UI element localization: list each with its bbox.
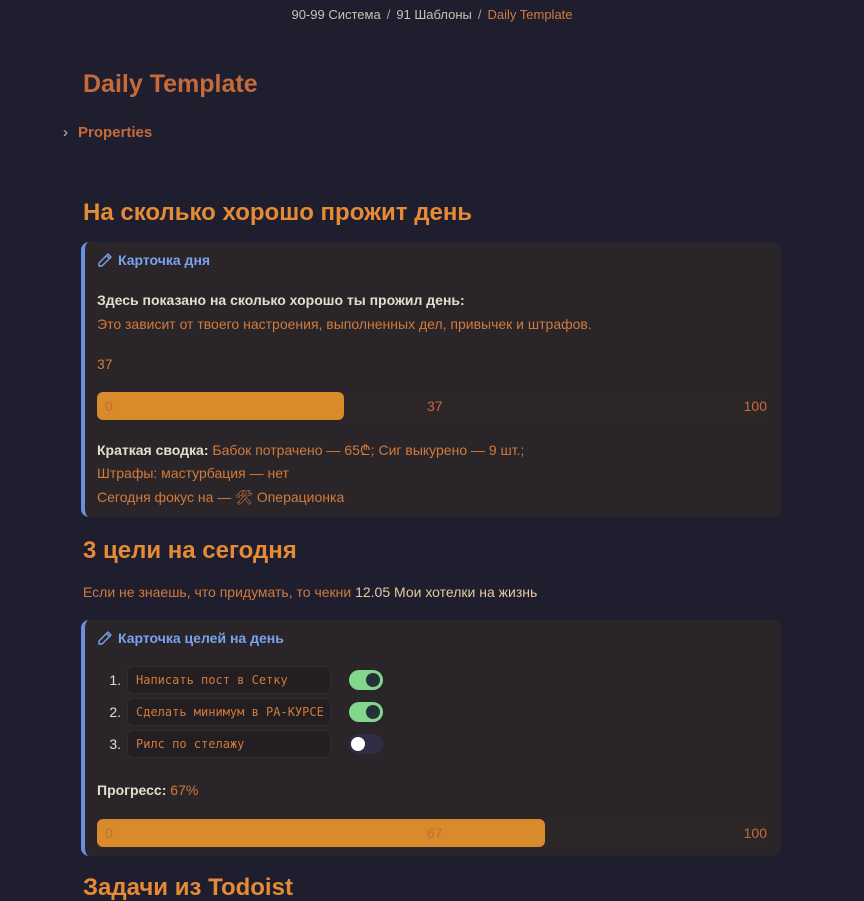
day-score-progress-bar xyxy=(97,392,765,420)
properties-label: Properties xyxy=(78,124,153,141)
summary-penalties: Штрафы: мастурбация — нет xyxy=(97,465,289,481)
goals-progress-bar xyxy=(97,819,765,847)
goal-toggle-3[interactable] xyxy=(349,734,383,754)
callout-title-text: Карточка целей на день xyxy=(118,630,284,646)
callout-title[interactable] xyxy=(97,630,284,646)
callout-title-text: Карточка дня xyxy=(118,252,211,268)
goal-toggle-1[interactable] xyxy=(349,670,383,690)
day-score-value: 37 xyxy=(97,356,113,372)
progress-value-label: 67 xyxy=(427,825,443,841)
pencil-icon xyxy=(97,630,113,646)
properties-toggle[interactable] xyxy=(63,124,152,141)
summary-line-1 xyxy=(97,441,524,460)
chevron-right-icon: › xyxy=(63,124,68,141)
goals-progress-text xyxy=(97,782,198,798)
breadcrumb-item-system[interactable]: 90-99 Система xyxy=(291,7,381,22)
section-heading-todoist: Задачи из Todoist xyxy=(83,874,293,901)
progress-percent: 67% xyxy=(170,782,199,798)
toggle-knob xyxy=(366,705,380,719)
goal-number: 2. xyxy=(109,704,121,720)
goal-row-2 xyxy=(97,698,383,726)
breadcrumb xyxy=(0,7,864,22)
progress-min-label: 0 xyxy=(105,398,113,414)
summary-focus: Сегодня фокус на — 🛠 Операционка xyxy=(97,489,345,505)
progress-max-label: 100 xyxy=(743,825,767,841)
goal-input-2[interactable]: Сделать минимум в РА-КУРСЕ xyxy=(127,698,331,726)
progress-value-label: 37 xyxy=(427,398,443,414)
goal-input-1[interactable]: Написать пост в Сетку xyxy=(127,666,331,694)
goals-hint xyxy=(83,584,537,600)
day-card-intro-bold: Здесь показано на сколько хорошо ты прожил день: xyxy=(97,292,465,308)
goal-number: 3. xyxy=(109,736,121,752)
pencil-icon xyxy=(97,252,113,268)
section-heading-day-score: На сколько хорошо прожит день xyxy=(83,199,473,226)
progress-max-label: 100 xyxy=(743,398,767,414)
goals-progress-fill xyxy=(97,819,545,847)
breadcrumb-item-templates[interactable]: 91 Шаблоны xyxy=(396,7,472,22)
summary-label: Краткая сводка: xyxy=(97,442,209,458)
wishlist-link[interactable]: 12.05 Мои хотелки на жизнь xyxy=(355,584,538,600)
goal-input-3[interactable]: Рилс по стелажу xyxy=(127,730,331,758)
day-card-intro-text: Это зависит от твоего настроения, выполненных дел, привычек и штрафов. xyxy=(97,316,592,332)
section-heading-goals: 3 цели на сегодня xyxy=(83,537,297,564)
day-card-callout xyxy=(81,242,781,517)
goal-row-3 xyxy=(97,730,383,758)
goals-hint-text: Если не знаешь, что придумать, то чекни xyxy=(83,584,356,600)
breadcrumb-current: Daily Template xyxy=(487,7,573,22)
goal-row-1 xyxy=(97,666,383,694)
summary-money-cigs: Бабок потрачено — 65₾; Сиг выкурено — 9 шт.; xyxy=(212,442,525,458)
day-score-progress-fill xyxy=(97,392,344,420)
toggle-knob xyxy=(351,737,365,751)
page-title: Daily Template xyxy=(83,70,258,98)
goals-card-callout xyxy=(81,620,781,856)
goal-toggle-2[interactable] xyxy=(349,702,383,722)
callout-title[interactable] xyxy=(97,252,210,268)
progress-label: Прогресс: xyxy=(97,782,167,798)
goal-number: 1. xyxy=(109,672,121,688)
toggle-knob xyxy=(366,673,380,687)
breadcrumb-separator: / xyxy=(477,7,482,22)
progress-min-label: 0 xyxy=(105,825,113,841)
breadcrumb-separator: / xyxy=(386,7,391,22)
